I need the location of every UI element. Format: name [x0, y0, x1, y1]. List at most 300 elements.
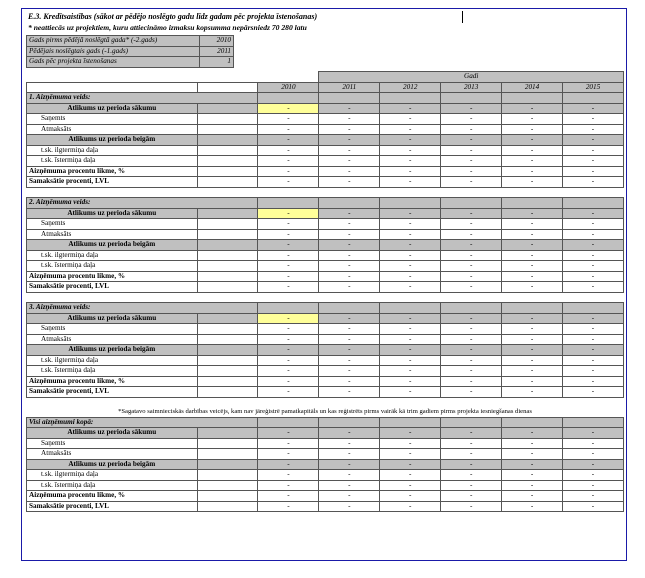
value-cell[interactable]: -	[380, 103, 441, 114]
row-label-spacer	[197, 324, 258, 335]
spacer-cell	[441, 292, 502, 303]
row-label-spacer	[197, 449, 258, 460]
value-cell[interactable]: -	[441, 219, 502, 230]
section-title: 3. Aizņēmuma veids:	[27, 303, 258, 314]
value-cell[interactable]: -	[563, 470, 624, 481]
value-cell[interactable]: -	[563, 135, 624, 146]
value-cell[interactable]: -	[319, 387, 380, 398]
value-cell[interactable]: -	[319, 114, 380, 125]
value-cell[interactable]: -	[258, 387, 319, 398]
section-title-blank	[441, 198, 502, 209]
value-cell[interactable]: -	[563, 449, 624, 460]
row-label-spacer	[197, 491, 258, 502]
value-cell[interactable]: -	[563, 480, 624, 491]
value-cell[interactable]: -	[563, 282, 624, 293]
value-cell[interactable]: -	[441, 438, 502, 449]
section-title-blank	[563, 417, 624, 428]
section-title-blank	[563, 198, 624, 209]
value-cell[interactable]: -	[319, 219, 380, 230]
row-label: Saņemts	[27, 324, 198, 335]
section-title-blank	[319, 303, 380, 314]
section-title-blank	[563, 303, 624, 314]
value-cell[interactable]: -	[441, 366, 502, 377]
value-cell[interactable]: -	[502, 501, 563, 512]
value-cell[interactable]: -	[502, 250, 563, 261]
value-cell[interactable]: -	[380, 135, 441, 146]
value-cell[interactable]: -	[258, 282, 319, 293]
data-row-rate	[27, 271, 624, 282]
value-cell[interactable]: -	[319, 271, 380, 282]
row-label-spacer	[197, 470, 258, 481]
value-cell[interactable]: -	[258, 271, 319, 282]
value-cell[interactable]: -	[441, 480, 502, 491]
value-cell[interactable]: -	[380, 156, 441, 167]
value-cell[interactable]: -	[319, 313, 380, 324]
value-cell[interactable]: -	[441, 103, 502, 114]
value-cell[interactable]: -	[441, 240, 502, 251]
value-cell[interactable]: -	[441, 376, 502, 387]
value-cell[interactable]: -	[380, 376, 441, 387]
header-blank	[258, 72, 319, 83]
value-cell[interactable]: -	[502, 219, 563, 230]
value-cell[interactable]: -	[502, 282, 563, 293]
row-label: Atlikums uz perioda beigām	[27, 459, 198, 470]
value-cell[interactable]: -	[441, 250, 502, 261]
value-cell[interactable]: -	[380, 177, 441, 188]
value-cell[interactable]: -	[563, 156, 624, 167]
header-blank	[197, 72, 258, 83]
value-cell[interactable]: -	[563, 324, 624, 335]
value-cell[interactable]: -	[258, 135, 319, 146]
section-title-blank	[502, 303, 563, 314]
value-cell[interactable]: -	[258, 501, 319, 512]
value-cell[interactable]: -	[319, 366, 380, 377]
value-cell[interactable]: -	[380, 313, 441, 324]
value-cell[interactable]: -	[563, 313, 624, 324]
value-cell[interactable]: -	[441, 135, 502, 146]
row-label: t.sk. ilgtermiņa daļa	[27, 355, 198, 366]
value-cell[interactable]: -	[319, 438, 380, 449]
data-row-short-term	[27, 480, 624, 491]
value-cell[interactable]: -	[502, 166, 563, 177]
value-cell[interactable]: -	[502, 208, 563, 219]
value-cell[interactable]: -	[319, 145, 380, 156]
value-cell[interactable]: -	[441, 156, 502, 167]
value-cell[interactable]: -	[502, 271, 563, 282]
value-cell[interactable]: -	[563, 250, 624, 261]
value-cell[interactable]: -	[258, 114, 319, 125]
value-cell[interactable]: -	[502, 261, 563, 272]
year-info-value[interactable]: 1	[200, 57, 234, 68]
value-cell[interactable]: -	[441, 449, 502, 460]
value-cell[interactable]: -	[258, 229, 319, 240]
section-title-blank	[502, 93, 563, 104]
value-cell[interactable]: -	[319, 345, 380, 356]
value-cell[interactable]: -	[441, 282, 502, 293]
value-cell[interactable]: -	[563, 459, 624, 470]
value-cell[interactable]: -	[380, 114, 441, 125]
value-cell[interactable]: -	[441, 145, 502, 156]
value-cell[interactable]: -	[319, 449, 380, 460]
value-cell[interactable]: -	[502, 103, 563, 114]
section-title-blank	[380, 417, 441, 428]
spacer-cell	[197, 292, 258, 303]
year-info-label: Gads pirms pēdējā noslēgtā gada* (-2.gads)	[27, 36, 200, 47]
value-cell[interactable]: -	[563, 166, 624, 177]
data-row-end-balance	[27, 459, 624, 470]
value-cell[interactable]: -	[258, 219, 319, 230]
value-cell[interactable]: -	[258, 156, 319, 167]
row-label: Samaksātie procenti, LVL	[27, 387, 198, 398]
header-row-years	[27, 82, 624, 93]
value-cell[interactable]: -	[258, 355, 319, 366]
value-cell[interactable]: -	[319, 177, 380, 188]
value-cell[interactable]: -	[563, 240, 624, 251]
value-cell[interactable]: -	[380, 428, 441, 439]
value-cell[interactable]: -	[380, 145, 441, 156]
value-cell[interactable]: -	[502, 135, 563, 146]
value-cell[interactable]: -	[380, 229, 441, 240]
value-cell[interactable]: -	[319, 156, 380, 167]
section-title-blank	[441, 303, 502, 314]
value-cell[interactable]: -	[380, 470, 441, 481]
header-row-gadi	[27, 72, 624, 83]
value-cell[interactable]: -	[319, 124, 380, 135]
value-cell[interactable]: -	[258, 334, 319, 345]
value-cell[interactable]: -	[380, 166, 441, 177]
section-title-blank	[441, 417, 502, 428]
value-cell[interactable]: -	[319, 355, 380, 366]
year-info-value[interactable]: 2011	[200, 46, 234, 57]
value-cell[interactable]: -	[502, 345, 563, 356]
value-cell[interactable]: -	[441, 501, 502, 512]
value-cell[interactable]: -	[502, 240, 563, 251]
value-cell[interactable]: -	[258, 313, 319, 324]
value-cell[interactable]: -	[258, 366, 319, 377]
value-cell[interactable]: -	[319, 261, 380, 272]
data-row-short-term	[27, 261, 624, 272]
row-label: t.sk. īstermiņa daļa	[27, 261, 198, 272]
value-cell[interactable]: -	[380, 355, 441, 366]
value-cell[interactable]: -	[258, 166, 319, 177]
section-title-blank	[563, 93, 624, 104]
row-label-spacer	[197, 240, 258, 251]
sheet-title: E.3. Kredītsaistības (sākot ar pēdējo noslēgto gadu līdz gadam pēc projekta īstenošanas)	[28, 12, 318, 21]
value-cell[interactable]: -	[380, 240, 441, 251]
data-row-interest	[27, 387, 624, 398]
data-row-rate	[27, 376, 624, 387]
value-cell[interactable]: -	[441, 261, 502, 272]
year-info-row	[27, 57, 234, 68]
value-cell[interactable]: -	[502, 480, 563, 491]
value-cell[interactable]: -	[319, 103, 380, 114]
section-title-blank	[502, 417, 563, 428]
data-row-received	[27, 114, 624, 125]
data-row-start-balance	[27, 103, 624, 114]
value-cell[interactable]: -	[441, 491, 502, 502]
value-cell[interactable]: -	[563, 114, 624, 125]
value-cell[interactable]: -	[563, 366, 624, 377]
value-cell[interactable]: -	[380, 449, 441, 460]
section-title-blank	[319, 417, 380, 428]
value-cell[interactable]: -	[319, 428, 380, 439]
value-cell[interactable]: -	[319, 324, 380, 335]
value-cell[interactable]: -	[319, 334, 380, 345]
value-cell[interactable]: -	[502, 324, 563, 335]
row-label: Samaksātie procenti, LVL	[27, 501, 198, 512]
value-cell[interactable]: -	[380, 271, 441, 282]
value-cell[interactable]: -	[258, 250, 319, 261]
value-cell[interactable]: -	[502, 114, 563, 125]
value-cell[interactable]: -	[441, 470, 502, 481]
value-cell[interactable]: -	[380, 250, 441, 261]
value-cell[interactable]: -	[258, 428, 319, 439]
value-cell[interactable]: -	[502, 449, 563, 460]
value-cell[interactable]: -	[380, 491, 441, 502]
row-label: Atmaksāts	[27, 449, 198, 460]
value-cell[interactable]: -	[258, 470, 319, 481]
row-label: Atlikums uz perioda sākumu	[27, 428, 198, 439]
value-cell[interactable]: -	[380, 208, 441, 219]
value-cell[interactable]: -	[258, 208, 319, 219]
value-cell[interactable]: -	[502, 156, 563, 167]
value-cell[interactable]: -	[441, 166, 502, 177]
spacer-cell	[441, 187, 502, 198]
value-cell[interactable]: -	[319, 166, 380, 177]
value-cell[interactable]: -	[380, 124, 441, 135]
value-cell[interactable]: -	[380, 438, 441, 449]
value-cell[interactable]: -	[380, 282, 441, 293]
value-cell[interactable]: -	[502, 334, 563, 345]
value-cell[interactable]: -	[258, 240, 319, 251]
header-blank	[27, 72, 198, 83]
value-cell[interactable]: -	[441, 114, 502, 125]
value-cell[interactable]: -	[319, 229, 380, 240]
value-cell[interactable]: -	[319, 250, 380, 261]
row-label: t.sk. ilgtermiņa daļa	[27, 470, 198, 481]
year-header: 2010	[258, 82, 319, 93]
value-cell[interactable]: -	[502, 459, 563, 470]
value-cell[interactable]: -	[441, 459, 502, 470]
spacer-cell	[319, 397, 380, 407]
section-title-blank	[258, 303, 319, 314]
value-cell[interactable]: -	[258, 145, 319, 156]
value-cell[interactable]: -	[319, 470, 380, 481]
value-cell[interactable]: -	[380, 459, 441, 470]
value-cell[interactable]: -	[563, 355, 624, 366]
value-cell[interactable]: -	[563, 345, 624, 356]
value-cell[interactable]: -	[380, 334, 441, 345]
value-cell[interactable]: -	[563, 208, 624, 219]
spacer-cell	[27, 292, 198, 303]
value-cell[interactable]: -	[319, 240, 380, 251]
value-cell[interactable]: -	[319, 491, 380, 502]
value-cell[interactable]: -	[258, 103, 319, 114]
value-cell[interactable]: -	[319, 135, 380, 146]
value-cell[interactable]: -	[319, 459, 380, 470]
value-cell[interactable]: -	[563, 428, 624, 439]
value-cell[interactable]: -	[563, 387, 624, 398]
value-cell[interactable]: -	[441, 428, 502, 439]
value-cell[interactable]: -	[258, 438, 319, 449]
value-cell[interactable]: -	[563, 124, 624, 135]
value-cell[interactable]: -	[258, 177, 319, 188]
value-cell[interactable]: -	[258, 124, 319, 135]
row-label-spacer	[197, 387, 258, 398]
value-cell[interactable]: -	[441, 334, 502, 345]
row-label: t.sk. īstermiņa daļa	[27, 366, 198, 377]
spacer-cell	[441, 397, 502, 407]
value-cell[interactable]: -	[563, 103, 624, 114]
value-cell[interactable]: -	[258, 345, 319, 356]
row-label: Atmaksāts	[27, 229, 198, 240]
value-cell[interactable]: -	[563, 501, 624, 512]
data-row-interest	[27, 177, 624, 188]
value-cell[interactable]: -	[258, 261, 319, 272]
value-cell[interactable]: -	[502, 124, 563, 135]
row-label: Atmaksāts	[27, 124, 198, 135]
row-label: Aizņēmuma procentu likme, %	[27, 376, 198, 387]
value-cell[interactable]: -	[319, 208, 380, 219]
value-cell[interactable]: -	[502, 491, 563, 502]
value-cell[interactable]: -	[258, 459, 319, 470]
data-row-long-term	[27, 250, 624, 261]
value-cell[interactable]: -	[319, 376, 380, 387]
row-label: Atlikums uz perioda beigām	[27, 135, 198, 146]
spacer-cell	[319, 292, 380, 303]
row-label: Atlikums uz perioda sākumu	[27, 313, 198, 324]
value-cell[interactable]: -	[502, 229, 563, 240]
value-cell[interactable]: -	[563, 438, 624, 449]
value-cell[interactable]: -	[258, 480, 319, 491]
spacer-cell	[258, 292, 319, 303]
spacer-cell	[197, 397, 258, 407]
row-label: Aizņēmuma procentu likme, %	[27, 166, 198, 177]
value-cell[interactable]: -	[380, 366, 441, 377]
value-cell[interactable]: -	[380, 324, 441, 335]
value-cell[interactable]: -	[258, 449, 319, 460]
row-label: t.sk. īstermiņa daļa	[27, 480, 198, 491]
section-title-row	[27, 417, 624, 428]
value-cell[interactable]: -	[563, 261, 624, 272]
year-header: 2015	[563, 82, 624, 93]
value-cell[interactable]: -	[563, 219, 624, 230]
value-cell[interactable]: -	[380, 261, 441, 272]
row-label: t.sk. ilgtermiņa daļa	[27, 250, 198, 261]
row-label-spacer	[197, 376, 258, 387]
spacer-cell	[319, 187, 380, 198]
data-row-interest	[27, 282, 624, 293]
data-row-start-balance	[27, 313, 624, 324]
value-cell[interactable]: -	[319, 480, 380, 491]
value-cell[interactable]: -	[258, 491, 319, 502]
row-label-spacer	[197, 501, 258, 512]
value-cell[interactable]: -	[502, 355, 563, 366]
row-label-spacer	[197, 459, 258, 470]
row-label-spacer	[197, 355, 258, 366]
value-cell[interactable]: -	[441, 324, 502, 335]
data-row-received	[27, 324, 624, 335]
value-cell[interactable]: -	[380, 387, 441, 398]
row-label: Saņemts	[27, 114, 198, 125]
value-cell[interactable]: -	[441, 313, 502, 324]
row-label-spacer	[197, 271, 258, 282]
value-cell[interactable]: -	[563, 145, 624, 156]
value-cell[interactable]: -	[319, 501, 380, 512]
data-row-received	[27, 438, 624, 449]
value-cell[interactable]: -	[441, 387, 502, 398]
data-row-rate	[27, 166, 624, 177]
value-cell[interactable]: -	[502, 470, 563, 481]
year-header: 2011	[319, 82, 380, 93]
value-cell[interactable]: -	[563, 177, 624, 188]
row-label-spacer	[197, 261, 258, 272]
year-info-value[interactable]: 2010	[200, 36, 234, 47]
spacer-row	[27, 397, 624, 407]
row-label: t.sk. īstermiņa daļa	[27, 156, 198, 167]
row-label-spacer	[197, 219, 258, 230]
year-info-label: Pēdējais noslēgtais gads (-1.gads)	[27, 46, 200, 57]
value-cell[interactable]: -	[441, 271, 502, 282]
section-title-blank	[380, 93, 441, 104]
value-cell[interactable]: -	[563, 376, 624, 387]
value-cell[interactable]: -	[502, 177, 563, 188]
value-cell[interactable]: -	[563, 271, 624, 282]
data-row-short-term	[27, 156, 624, 167]
data-row-end-balance	[27, 135, 624, 146]
value-cell[interactable]: -	[441, 229, 502, 240]
section-title-blank	[319, 93, 380, 104]
data-row-end-balance	[27, 345, 624, 356]
value-cell[interactable]: -	[502, 428, 563, 439]
value-cell[interactable]: -	[502, 438, 563, 449]
value-cell[interactable]: -	[441, 208, 502, 219]
value-cell[interactable]: -	[258, 376, 319, 387]
data-row-rate	[27, 491, 624, 502]
value-cell[interactable]: -	[441, 177, 502, 188]
value-cell[interactable]: -	[502, 313, 563, 324]
value-cell[interactable]: -	[502, 376, 563, 387]
value-cell[interactable]: -	[258, 324, 319, 335]
spacer-cell	[197, 187, 258, 198]
data-row-long-term	[27, 145, 624, 156]
value-cell[interactable]: -	[441, 355, 502, 366]
section-title-blank	[258, 198, 319, 209]
spacer-cell	[380, 292, 441, 303]
row-label-spacer	[197, 366, 258, 377]
value-cell[interactable]: -	[502, 145, 563, 156]
value-cell[interactable]: -	[380, 219, 441, 230]
value-cell[interactable]: -	[380, 480, 441, 491]
row-label: Saņemts	[27, 438, 198, 449]
value-cell[interactable]: -	[380, 345, 441, 356]
value-cell[interactable]: -	[502, 387, 563, 398]
row-label: Atlikums uz perioda beigām	[27, 345, 198, 356]
value-cell[interactable]: -	[319, 282, 380, 293]
value-cell[interactable]: -	[563, 491, 624, 502]
row-label-spacer	[197, 229, 258, 240]
section-title-row	[27, 198, 624, 209]
footnote-row	[27, 407, 624, 417]
value-cell[interactable]: -	[502, 366, 563, 377]
value-cell[interactable]: -	[563, 334, 624, 345]
value-cell[interactable]: -	[441, 345, 502, 356]
value-cell[interactable]: -	[563, 229, 624, 240]
value-cell[interactable]: -	[441, 124, 502, 135]
row-label-spacer	[197, 480, 258, 491]
value-cell[interactable]: -	[380, 501, 441, 512]
section-title-blank	[319, 198, 380, 209]
